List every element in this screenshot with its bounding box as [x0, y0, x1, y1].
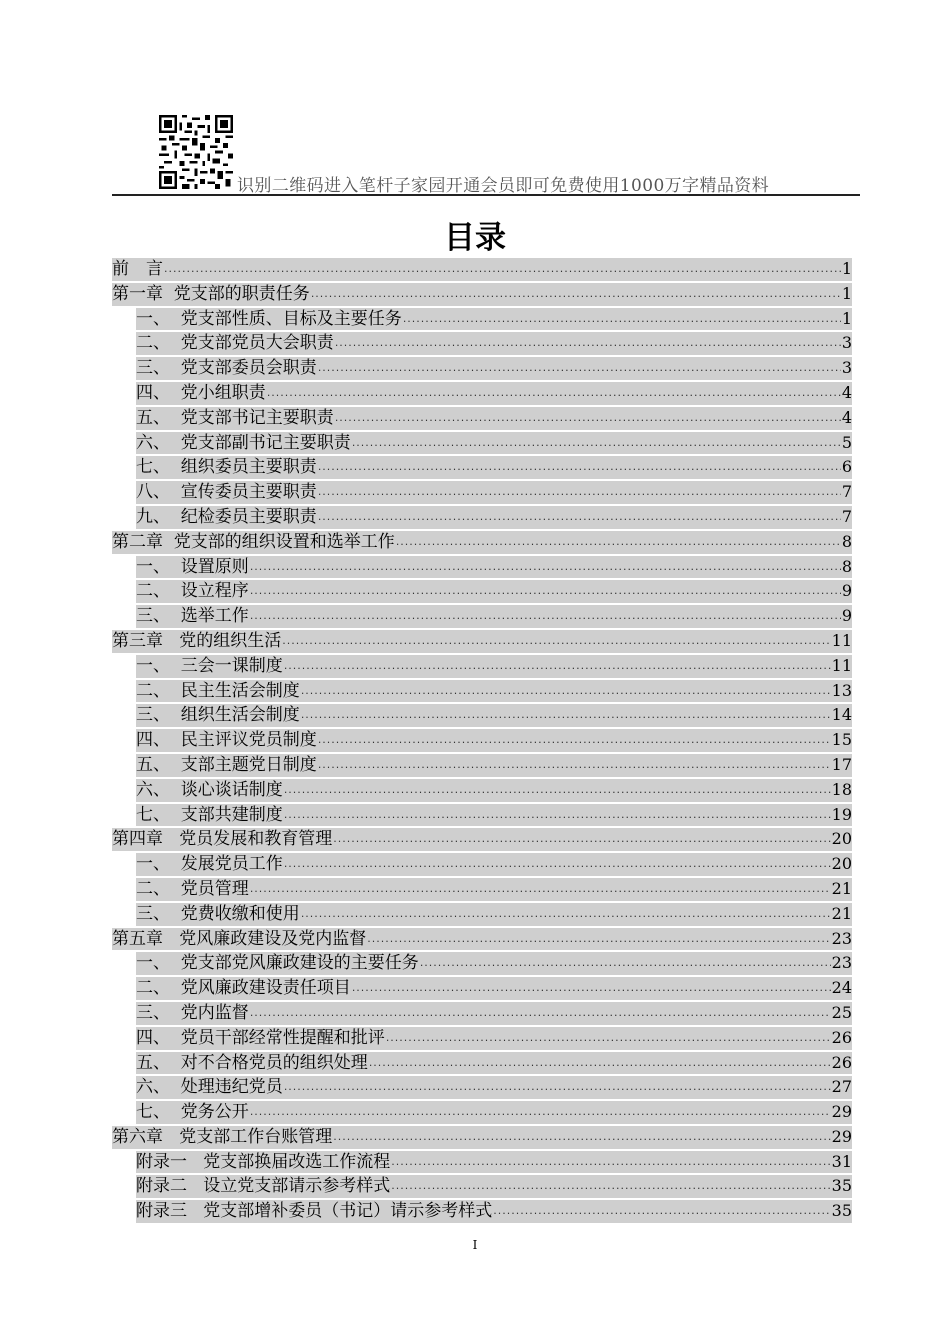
toc-entry-highlight	[136, 680, 852, 703]
toc-entry-highlight	[136, 952, 852, 975]
toc-entry[interactable]	[112, 530, 852, 555]
toc-entry-page: 5	[841, 432, 852, 452]
toc-entry[interactable]	[112, 331, 852, 356]
toc-entry[interactable]	[112, 803, 852, 828]
toc-leader-dots	[318, 754, 831, 777]
toc-entry-label: 六、 处理违纪党员	[136, 1077, 283, 1098]
toc-leader-dots	[250, 605, 841, 628]
toc-entry-page: 35	[831, 1176, 852, 1196]
toc-entry[interactable]	[112, 555, 852, 580]
toc-entry[interactable]	[112, 1174, 852, 1199]
page-number: I	[472, 1238, 478, 1252]
toc-leader-dots	[284, 853, 831, 876]
toc-entry-page: 21	[831, 903, 852, 923]
toc-entry-highlight	[136, 1052, 852, 1075]
toc-entry[interactable]	[112, 976, 852, 1001]
toc-entry-page: 1	[841, 308, 852, 328]
toc-leader-dots	[318, 357, 841, 380]
toc-leader-dots	[333, 828, 830, 851]
toc-entry[interactable]	[112, 679, 852, 704]
toc-entry-page: 6	[841, 457, 852, 477]
toc-entry-label: 七、 组织委员主要职责	[136, 457, 317, 478]
toc-entry-highlight	[112, 828, 852, 851]
toc-entry-label: 三、 党费收缴和使用	[136, 903, 300, 924]
toc-leader-dots	[311, 283, 841, 306]
toc-entry-page: 27	[831, 1077, 852, 1097]
toc-entry-highlight	[136, 332, 852, 355]
toc-entry-page: 4	[841, 407, 852, 427]
toc-entry-page: 29	[831, 1102, 852, 1122]
toc-entry[interactable]	[112, 654, 852, 679]
toc-entry-highlight	[136, 903, 852, 926]
toc-entry[interactable]	[112, 778, 852, 803]
toc-entry-page: 17	[831, 754, 852, 774]
toc-leader-dots	[391, 1175, 830, 1198]
table-of-contents	[112, 257, 852, 1224]
toc-entry-page: 4	[841, 382, 852, 402]
toc-entry-highlight	[136, 729, 852, 752]
toc-entry-label: 第六章 党支部工作台账管理	[112, 1126, 333, 1147]
toc-entry-page: 11	[831, 655, 852, 675]
toc-leader-dots	[282, 630, 830, 653]
toc-entry[interactable]	[112, 406, 852, 431]
toc-entry[interactable]	[112, 579, 852, 604]
toc-entry-highlight	[112, 531, 852, 554]
toc-entry-label: 第三章 党的组织生活	[112, 630, 282, 651]
toc-entry-highlight	[136, 1027, 852, 1050]
toc-entry-page: 26	[831, 1027, 852, 1047]
toc-leader-dots	[284, 804, 831, 827]
toc-entry[interactable]	[112, 951, 852, 976]
toc-entry[interactable]	[112, 1026, 852, 1051]
toc-leader-dots	[318, 456, 841, 479]
toc-entry-label: 附录一 党支部换届改选工作流程	[136, 1151, 391, 1172]
toc-entry[interactable]	[112, 1001, 852, 1026]
toc-entry-highlight	[136, 308, 852, 331]
toc-entry-highlight	[136, 704, 852, 727]
toc-entry-highlight	[136, 1151, 852, 1174]
toc-entry-label: 九、 纪检委员主要职责	[136, 506, 317, 527]
toc-leader-dots	[335, 332, 841, 355]
toc-entry[interactable]	[112, 356, 852, 381]
toc-entry-label: 八、 宣传委员主要职责	[136, 482, 317, 503]
toc-entry-label: 一、 三会一课制度	[136, 655, 283, 676]
toc-entry-page: 31	[831, 1151, 852, 1171]
toc-entry-label: 四、 民主评议党员制度	[136, 730, 317, 751]
toc-entry[interactable]	[112, 431, 852, 456]
toc-leader-dots	[250, 1101, 831, 1124]
toc-leader-dots	[493, 1200, 830, 1223]
toc-entry-highlight	[136, 754, 852, 777]
toc-entry-page: 9	[841, 606, 852, 626]
toc-entry-highlight	[136, 605, 852, 628]
toc-entry-page: 9	[841, 581, 852, 601]
toc-entry-page: 23	[831, 953, 852, 973]
toc-leader-dots	[420, 952, 831, 975]
toc-leader-dots	[267, 382, 841, 405]
toc-entry[interactable]	[112, 728, 852, 753]
toc-entry-highlight	[136, 804, 852, 827]
toc-entry-highlight	[136, 357, 852, 380]
toc-leader-dots	[333, 1126, 830, 1149]
toc-leader-dots	[250, 580, 841, 603]
toc-entry-label: 一、 党支部党风廉政建设的主要任务	[136, 953, 419, 974]
toc-entry-highlight	[136, 382, 852, 405]
toc-entry[interactable]	[112, 1051, 852, 1076]
toc-leader-dots	[284, 779, 831, 802]
toc-entry[interactable]	[112, 827, 852, 852]
toc-entry-page: 23	[831, 928, 852, 948]
toc-entry-label: 一、 设置原则	[136, 556, 249, 577]
toc-entry-label: 五、 对不合格党员的组织处理	[136, 1052, 368, 1073]
toc-entry-label: 一、 发展党员工作	[136, 854, 283, 875]
toc-entry[interactable]	[112, 1125, 852, 1150]
toc-entry-page: 8	[841, 556, 852, 576]
toc-entry-page: 7	[841, 506, 852, 526]
page-header	[112, 113, 860, 197]
toc-entry[interactable]	[112, 852, 852, 877]
toc-entry-highlight	[136, 456, 852, 479]
toc-leader-dots	[367, 928, 830, 951]
toc-entry-label: 第四章 党员发展和教育管理	[112, 829, 333, 850]
toc-leader-dots	[335, 407, 841, 430]
toc-entry-page: 35	[831, 1201, 852, 1221]
toc-entry-highlight	[136, 481, 852, 504]
toc-entry[interactable]	[112, 877, 852, 902]
toc-leader-dots	[352, 977, 831, 1000]
toc-entry[interactable]	[112, 480, 852, 505]
header-promo-text: 识别二维码进入笔杆子家园开通会员即可免费使用1000万字精品资料	[237, 176, 770, 196]
toc-entry-page: 1	[841, 283, 852, 303]
toc-entry-highlight	[112, 258, 852, 281]
toc-entry-page: 13	[831, 680, 852, 700]
toc-entry-label: 二、 党风廉政建设责任项目	[136, 978, 351, 999]
toc-entry-label: 二、 党支部党员大会职责	[136, 333, 334, 354]
qr-code-icon	[159, 115, 233, 189]
toc-leader-dots	[250, 556, 841, 579]
toc-entry-label: 二、 党员管理	[136, 878, 249, 899]
toc-entry[interactable]	[112, 307, 852, 332]
toc-entry-highlight	[136, 977, 852, 1000]
toc-leader-dots	[318, 506, 841, 529]
toc-entry-label: 附录二 设立党支部请示参考样式	[136, 1176, 391, 1197]
toc-entry-page: 1	[841, 259, 852, 278]
toc-entry-highlight	[112, 630, 852, 653]
toc-leader-dots	[318, 729, 831, 752]
toc-entry-highlight	[136, 556, 852, 579]
toc-entry-page: 14	[831, 705, 852, 725]
toc-entry-highlight	[112, 928, 852, 951]
toc-entry[interactable]	[112, 703, 852, 728]
toc-entry-page: 21	[831, 878, 852, 898]
toc-leader-dots	[318, 481, 841, 504]
toc-entry-label: 四、 党员干部经常性提醒和批评	[136, 1027, 385, 1048]
toc-entry-page: 26	[831, 1052, 852, 1072]
toc-entry-page: 24	[831, 978, 852, 998]
toc-entry[interactable]	[112, 902, 852, 927]
toc-entry-highlight	[136, 580, 852, 603]
toc-entry-label: 五、 党支部书记主要职责	[136, 407, 334, 428]
toc-entry[interactable]	[112, 282, 852, 307]
toc-entry[interactable]	[112, 927, 852, 952]
toc-entry-label: 第一章 党支部的职责任务	[112, 283, 310, 304]
toc-leader-dots	[403, 308, 841, 331]
toc-leader-dots	[250, 1002, 831, 1025]
toc-leader-dots	[369, 1052, 831, 1075]
toc-entry-highlight	[136, 853, 852, 876]
toc-entry-label: 二、 民主生活会制度	[136, 680, 300, 701]
toc-entry-page: 20	[831, 854, 852, 874]
toc-entry-highlight	[136, 1200, 852, 1223]
toc-entry-highlight	[112, 1126, 852, 1149]
toc-entry-label: 一、 党支部性质、目标及主要任务	[136, 308, 402, 329]
toc-entry-label: 第五章 党风廉政建设及党内监督	[112, 928, 367, 949]
page-title: 目录	[444, 220, 506, 256]
toc-leader-dots	[391, 1151, 830, 1174]
toc-leader-dots	[301, 704, 831, 727]
toc-leader-dots	[386, 1027, 831, 1050]
toc-entry[interactable]	[112, 1100, 852, 1125]
toc-entry[interactable]	[112, 753, 852, 778]
toc-entry-label: 第二章 党支部的组织设置和选举工作	[112, 531, 395, 552]
toc-entry-label: 四、 党小组职责	[136, 382, 266, 403]
toc-leader-dots	[301, 903, 831, 926]
toc-entry-label: 前 言	[112, 259, 163, 279]
toc-entry-page: 29	[831, 1126, 852, 1146]
toc-entry[interactable]	[112, 1150, 852, 1175]
toc-leader-dots	[284, 655, 831, 678]
toc-entry-highlight	[136, 878, 852, 901]
toc-entry-label: 三、 党内监督	[136, 1002, 249, 1023]
toc-entry-page: 25	[831, 1002, 852, 1022]
toc-entry-label: 六、 谈心谈话制度	[136, 779, 283, 800]
toc-entry[interactable]	[112, 381, 852, 406]
toc-entry[interactable]	[112, 604, 852, 629]
toc-leader-dots	[301, 680, 831, 703]
toc-entry-label: 三、 党支部委员会职责	[136, 358, 317, 379]
toc-leader-dots	[284, 1076, 831, 1099]
toc-entry-highlight	[136, 1101, 852, 1124]
toc-entry-page: 8	[841, 531, 852, 551]
toc-entry-label: 七、 支部共建制度	[136, 804, 283, 825]
toc-entry-label: 三、 选举工作	[136, 606, 249, 627]
toc-leader-dots	[352, 432, 841, 455]
toc-entry-highlight	[136, 779, 852, 802]
toc-entry-label: 三、 组织生活会制度	[136, 705, 300, 726]
toc-entry-highlight	[112, 283, 852, 306]
toc-entry-page: 11	[831, 630, 852, 650]
toc-entry-page: 3	[841, 333, 852, 353]
toc-entry-page: 15	[831, 730, 852, 750]
toc-entry-page: 19	[831, 804, 852, 824]
toc-entry-highlight	[136, 506, 852, 529]
toc-leader-dots	[164, 258, 841, 281]
toc-entry-page: 3	[841, 358, 852, 378]
header-divider	[112, 194, 860, 196]
toc-entry[interactable]	[112, 505, 852, 530]
toc-entry-highlight	[136, 407, 852, 430]
toc-entry[interactable]	[112, 1199, 852, 1224]
toc-entry-label: 七、 党务公开	[136, 1102, 249, 1123]
toc-entry-page: 20	[831, 829, 852, 849]
toc-leader-dots	[396, 531, 841, 554]
toc-entry[interactable]	[112, 455, 852, 480]
toc-entry-label: 二、 设立程序	[136, 581, 249, 602]
toc-entry-highlight	[136, 655, 852, 678]
toc-entry-page: 7	[841, 482, 852, 502]
toc-entry-label: 附录三 党支部增补委员（书记）请示参考样式	[136, 1201, 493, 1222]
toc-entry-label: 五、 支部主题党日制度	[136, 754, 317, 775]
toc-entry-highlight	[136, 1002, 852, 1025]
toc-entry-label: 六、 党支部副书记主要职责	[136, 432, 351, 453]
toc-entry[interactable]	[112, 257, 852, 282]
toc-leader-dots	[250, 878, 831, 901]
toc-entry-highlight	[136, 1076, 852, 1099]
toc-entry-page: 18	[831, 779, 852, 799]
toc-entry-highlight	[136, 432, 852, 455]
toc-entry[interactable]	[112, 629, 852, 654]
toc-entry-highlight	[136, 1175, 852, 1198]
toc-entry[interactable]	[112, 1075, 852, 1100]
